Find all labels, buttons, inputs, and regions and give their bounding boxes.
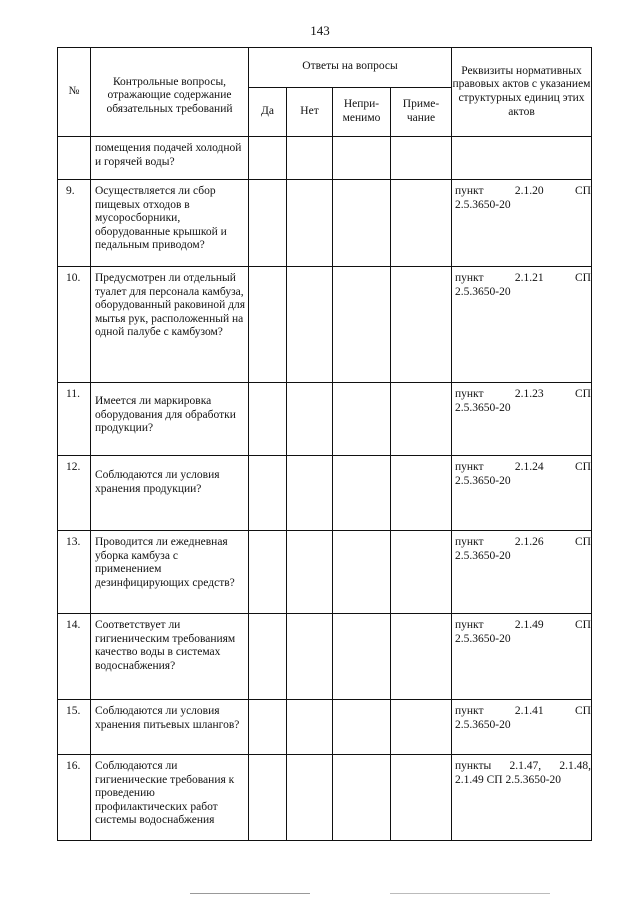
- answer-yes-cell[interactable]: [249, 531, 287, 614]
- row-num: [58, 137, 91, 180]
- answer-no-cell[interactable]: [287, 456, 333, 531]
- row-requisites: [452, 755, 592, 841]
- table-row: [58, 137, 592, 180]
- bottom-scan-line: [190, 893, 310, 894]
- row-question: Осуществляется ли сбор пищевых отходов в мусоросборники, оборудованные крышкой и педальным приводом?: [91, 180, 249, 267]
- answer-no-cell[interactable]: [287, 267, 333, 383]
- req-part: пункт: [455, 705, 484, 717]
- row-num: 12.: [58, 456, 91, 531]
- header-no: Нет: [287, 88, 333, 137]
- req-part: 2.1.47,: [509, 760, 542, 772]
- answer-no-cell[interactable]: [287, 383, 333, 456]
- row-num: 11.: [58, 383, 91, 456]
- row-num: 16.: [58, 755, 91, 841]
- row-question: Проводится ли ежедневная уборка камбуза с применением дезинфицирующих средств?: [91, 531, 249, 614]
- req-part: СП: [575, 536, 591, 548]
- req-part: СП: [575, 185, 591, 197]
- answer-note-cell[interactable]: [391, 531, 452, 614]
- row-num: 13.: [58, 531, 91, 614]
- table-row: [58, 180, 592, 267]
- answer-note-cell[interactable]: [391, 456, 452, 531]
- req-part: 2.1.21: [514, 272, 544, 284]
- answer-note-cell[interactable]: [391, 383, 452, 456]
- req-part: 2.1.26: [514, 536, 544, 548]
- header-requisites: Реквизиты нормативных правовых актов с указанием структурных единиц этих актов: [452, 48, 592, 137]
- table-row: [58, 531, 592, 614]
- req-part: 2.5.3650-20: [455, 718, 511, 731]
- answer-yes-cell[interactable]: [249, 180, 287, 267]
- table-row: [58, 755, 592, 841]
- answer-note-cell[interactable]: [391, 180, 452, 267]
- table-row: [58, 456, 592, 531]
- req-part: пункт: [455, 536, 484, 548]
- row-question: Имеется ли маркировка оборудования для обработки продукции?: [91, 383, 249, 456]
- req-part: 2.1.41: [514, 705, 544, 717]
- row-question: Соответствует ли гигиеническим требованиям качество воды в системах водоснабжения?: [91, 614, 249, 700]
- answer-not-applicable-cell[interactable]: [333, 137, 391, 180]
- answer-yes-cell[interactable]: [249, 137, 287, 180]
- table-row: [58, 614, 592, 700]
- answer-yes-cell[interactable]: [249, 267, 287, 383]
- table-row: [58, 700, 592, 755]
- req-part: СП: [575, 388, 591, 400]
- req-part: пункты: [455, 760, 492, 772]
- req-part: 2.5.3650-20: [455, 474, 511, 487]
- answer-note-cell[interactable]: [391, 755, 452, 841]
- answer-not-applicable-cell[interactable]: [333, 531, 391, 614]
- req-part: СП: [575, 461, 591, 473]
- header-yes: Да: [249, 88, 287, 137]
- row-requisites: [452, 180, 592, 267]
- header-answers: Ответы на вопросы: [249, 48, 452, 88]
- answer-no-cell[interactable]: [287, 531, 333, 614]
- req-part: 2.1.49 СП 2.5.3650-20: [455, 773, 562, 786]
- req-part: 2.1.24: [514, 461, 544, 473]
- req-part: 2.1.49: [514, 619, 544, 631]
- answer-no-cell[interactable]: [287, 755, 333, 841]
- req-part: 2.5.3650-20: [455, 632, 511, 645]
- row-num: 14.: [58, 614, 91, 700]
- row-requisites: [452, 267, 592, 383]
- answer-not-applicable-cell[interactable]: [333, 456, 391, 531]
- header-note: Приме-чание: [391, 88, 452, 137]
- req-part: СП: [575, 705, 591, 717]
- table-row: [58, 267, 592, 383]
- req-part: СП: [575, 619, 591, 631]
- header-not-applicable: Непри-менимо: [333, 88, 391, 137]
- requirements-table: [57, 47, 592, 841]
- answer-no-cell[interactable]: [287, 614, 333, 700]
- page-number: 143: [310, 23, 330, 38]
- answer-not-applicable-cell[interactable]: [333, 383, 391, 456]
- answer-note-cell[interactable]: [391, 614, 452, 700]
- req-part: 2.5.3650-20: [455, 549, 511, 562]
- answer-not-applicable-cell[interactable]: [333, 180, 391, 267]
- answer-note-cell[interactable]: [391, 267, 452, 383]
- req-part: 2.1.23: [514, 388, 544, 400]
- row-requisites: [452, 614, 592, 700]
- req-part: 2.5.3650-20: [455, 198, 511, 211]
- answer-not-applicable-cell[interactable]: [333, 700, 391, 755]
- row-requisites: [452, 456, 592, 531]
- req-part: 2.1.20: [514, 185, 544, 197]
- answer-note-cell[interactable]: [391, 700, 452, 755]
- row-question: Соблюдаются ли условия хранения продукции?: [91, 456, 249, 531]
- req-part: пункт: [455, 185, 484, 197]
- req-part: пункт: [455, 272, 484, 284]
- answer-no-cell[interactable]: [287, 700, 333, 755]
- req-part: 2.5.3650-20: [455, 285, 511, 298]
- row-question: Соблюдаются ли условия хранения питьевых шлангов?: [91, 700, 249, 755]
- req-part: 2.5.3650-20: [455, 401, 511, 414]
- row-question: Предусмотрен ли отдельный туалет для персонала камбуза, оборудованный раковиной для мытья рук, расположенный на одной палубе с камбузом?: [91, 267, 249, 383]
- header-control-questions: Контрольные вопросы, отражающие содержание обязательных требований: [91, 48, 249, 137]
- req-part: пункт: [455, 461, 484, 473]
- answer-yes-cell[interactable]: [249, 614, 287, 700]
- header-num: №: [58, 48, 91, 137]
- bottom-scan-line: [390, 893, 550, 894]
- answer-not-applicable-cell[interactable]: [333, 267, 391, 383]
- req-part: пункт: [455, 388, 484, 400]
- answer-no-cell[interactable]: [287, 180, 333, 267]
- row-num: 10.: [58, 267, 91, 383]
- answer-yes-cell[interactable]: [249, 383, 287, 456]
- answer-yes-cell[interactable]: [249, 755, 287, 841]
- row-requisites: [452, 383, 592, 456]
- req-part: пункт: [455, 619, 484, 631]
- row-num: 15.: [58, 700, 91, 755]
- req-part: СП: [575, 272, 591, 284]
- answer-yes-cell[interactable]: [249, 700, 287, 755]
- req-part: 2.1.48,: [559, 760, 591, 772]
- row-question: помещения подачей холодной и горячей воды?: [91, 137, 249, 180]
- row-requisites: [452, 531, 592, 614]
- table-row: [58, 383, 592, 456]
- row-requisites: [452, 137, 592, 180]
- answer-note-cell[interactable]: [391, 137, 452, 180]
- row-question: Соблюдаются ли гигиенические требования к проведению профилактических работ системы водоснабжения: [91, 755, 249, 841]
- row-requisites: [452, 700, 592, 755]
- answer-no-cell[interactable]: [287, 137, 333, 180]
- row-num: 9.: [58, 180, 91, 267]
- answer-yes-cell[interactable]: [249, 456, 287, 531]
- answer-not-applicable-cell[interactable]: [333, 755, 391, 841]
- answer-not-applicable-cell[interactable]: [333, 614, 391, 700]
